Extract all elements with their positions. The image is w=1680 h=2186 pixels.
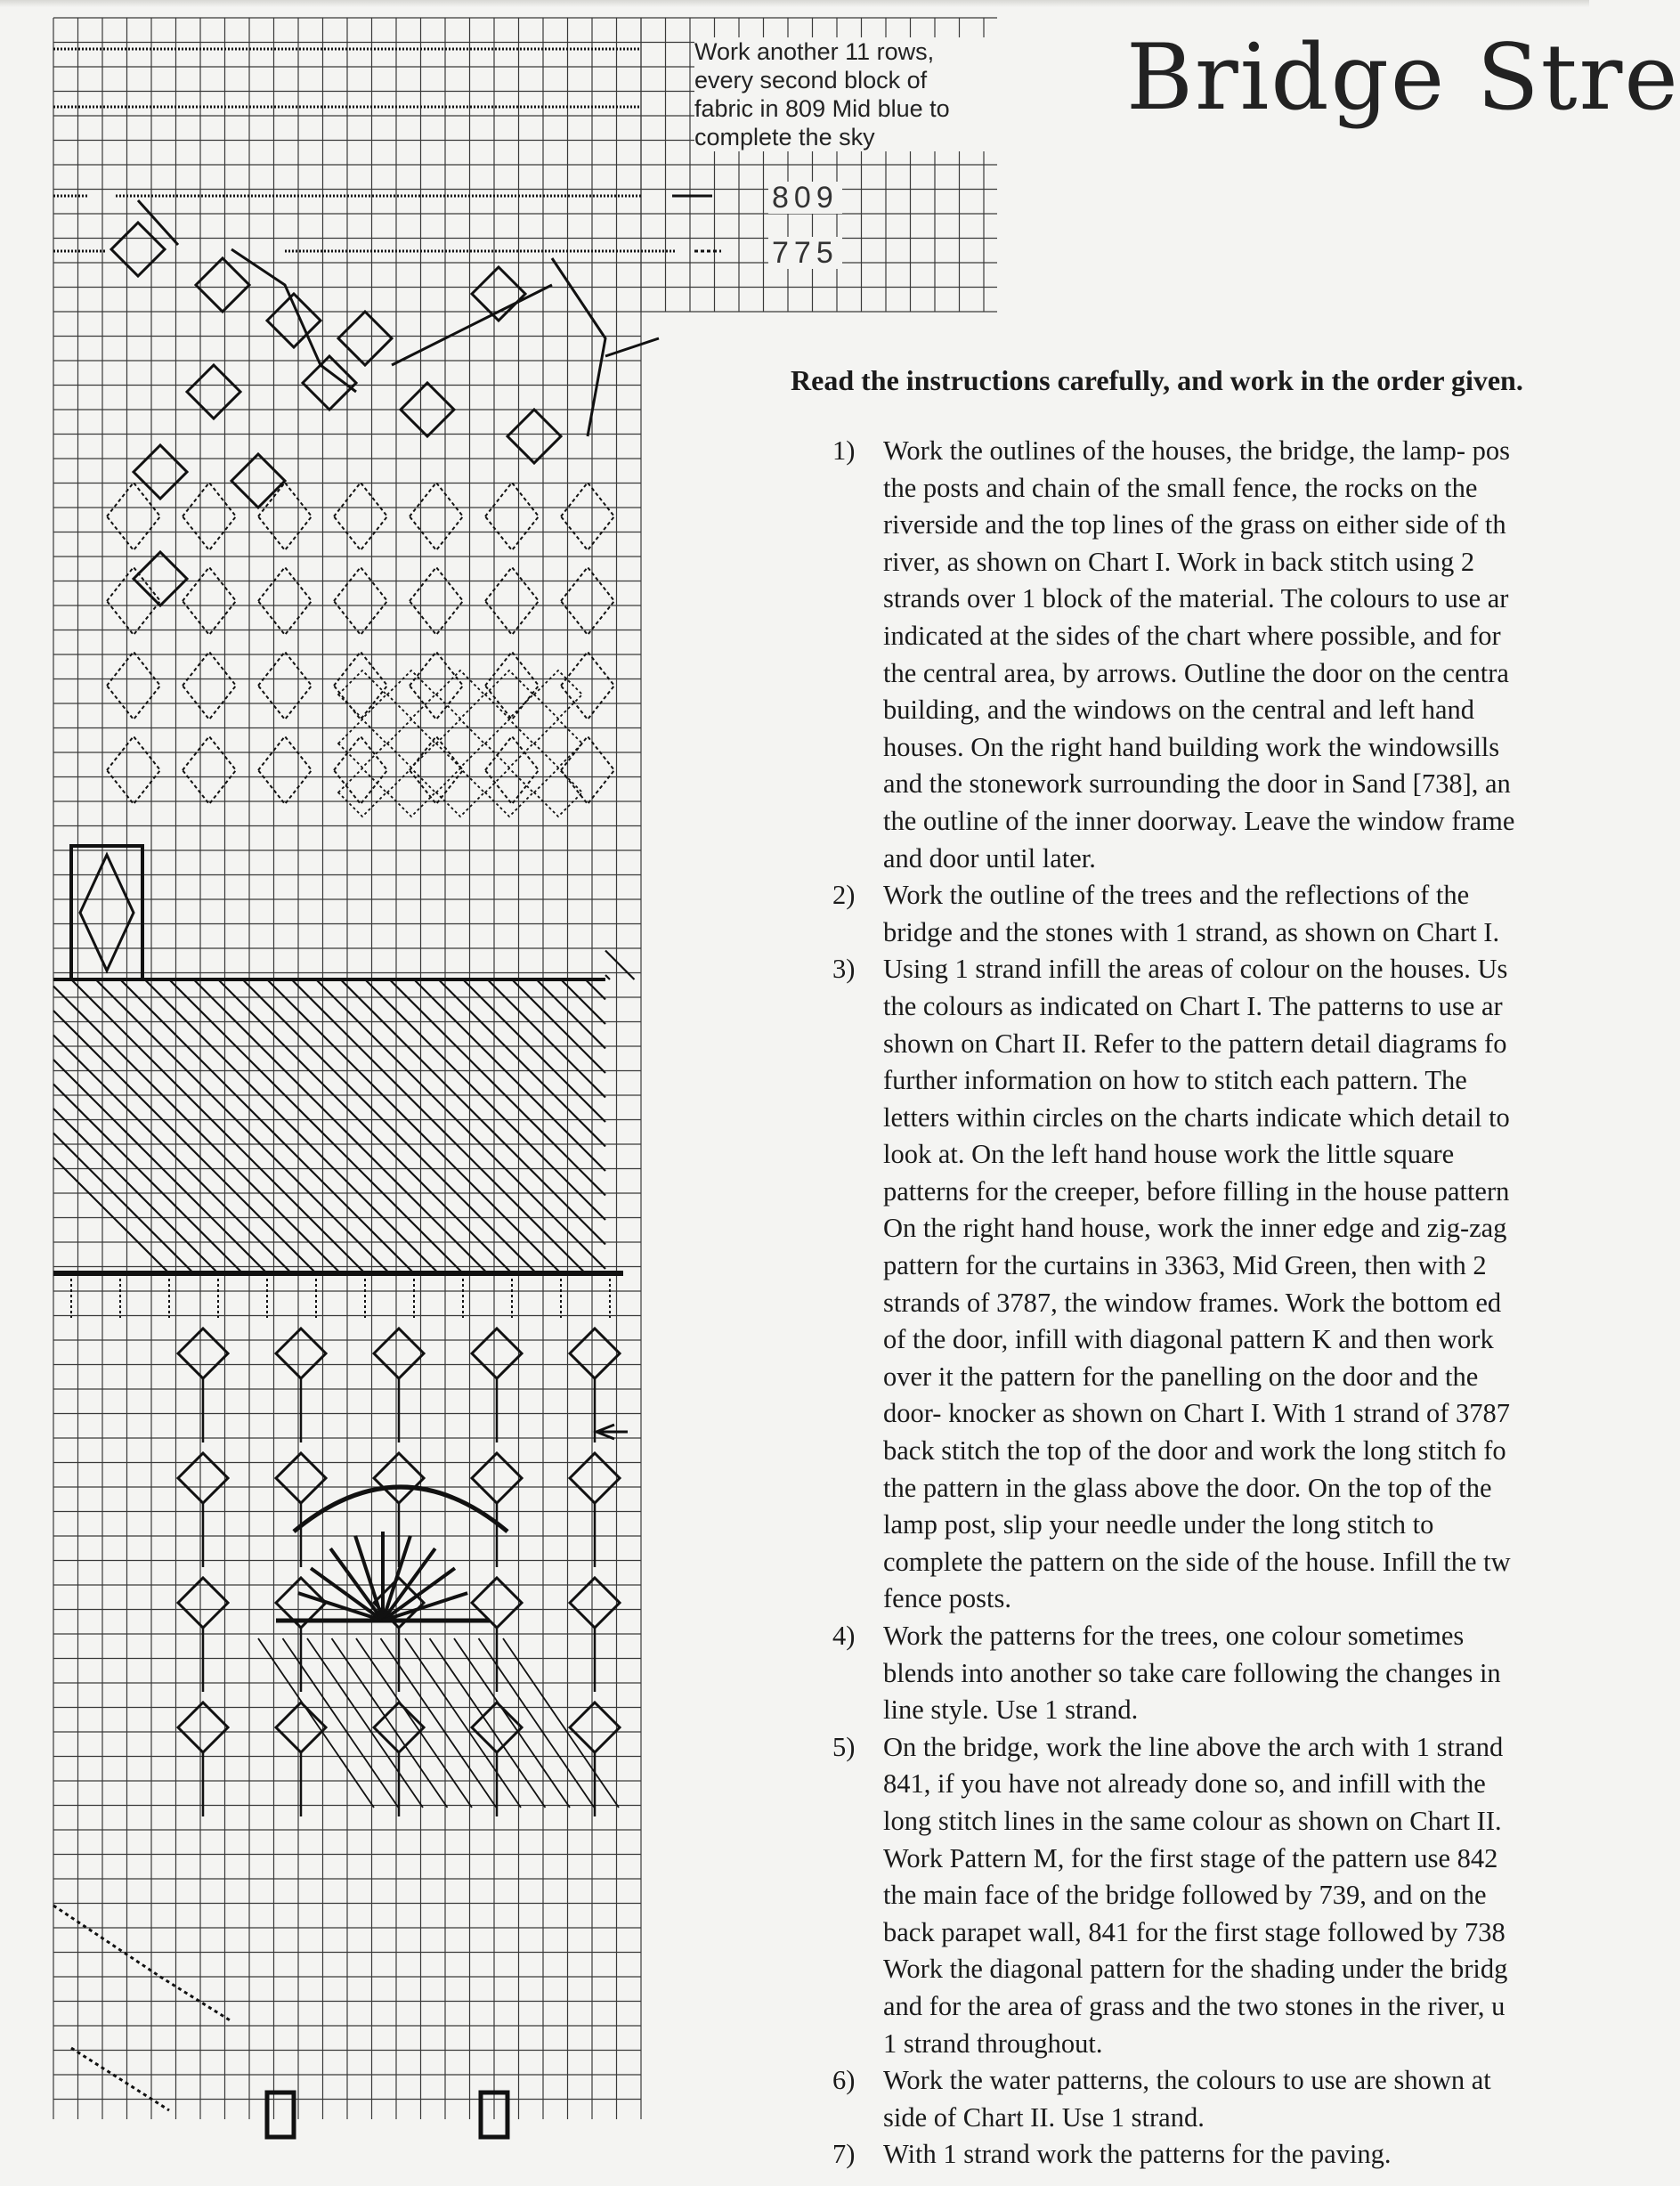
- step-line: the pattern in the glass above the door. On the top of the: [883, 1472, 1492, 1503]
- step-line: Work Pattern M, for the first stage of the pattern use 842: [883, 1842, 1498, 1873]
- instruction-step: [832, 877, 1598, 951]
- leaf-diamond: [187, 365, 240, 419]
- roof-hatch: [292, 979, 586, 1273]
- tree-pattern: [410, 736, 463, 804]
- lattice-stitch: [485, 768, 533, 817]
- house-window: [71, 846, 142, 979]
- roof-hatch: [53, 1011, 316, 1273]
- roof-hatch: [267, 979, 561, 1273]
- step-line: On the bridge, work the line above the arch with 1 strand: [883, 1731, 1504, 1762]
- step-line: pattern for the curtains in 3363, Mid Green, then with 2: [883, 1250, 1487, 1281]
- roof-hatch: [341, 979, 606, 1245]
- step-line: With 1 strand work the patterns for the paving.: [883, 2139, 1392, 2170]
- step-line: back parapet wall, 841 for the first stage followed by 738: [883, 1916, 1506, 1947]
- sky-note-line: every second block of: [694, 67, 928, 93]
- instruction-steps: [832, 433, 1598, 2174]
- tree-pattern: [334, 736, 387, 804]
- door-hatch: [503, 1638, 619, 1808]
- roof-hatch: [605, 951, 635, 980]
- step-number: 4): [832, 1621, 856, 1651]
- fanlight-ray: [383, 1568, 455, 1621]
- step-line: of the door, infill with diagonal pattern K and then work: [883, 1324, 1494, 1355]
- step-line: building, and the windows on the central and left hand: [883, 695, 1475, 726]
- lattice-stitch: [338, 670, 386, 719]
- wall-diamond: [276, 1453, 326, 1503]
- roof-hatch: [145, 979, 439, 1273]
- instruction-step: [832, 2062, 1598, 2136]
- step-line: 1 strand throughout.: [883, 2028, 1103, 2059]
- step-line: the posts and chain of the small fence, the rocks on the: [883, 472, 1478, 503]
- tree-pattern: [258, 567, 312, 635]
- page-title: Bridge Stre: [1126, 25, 1680, 131]
- lattice-stitch: [534, 719, 582, 768]
- roof-hatch: [96, 979, 390, 1273]
- step-number: 6): [832, 2065, 856, 2096]
- step-line: shown on Chart II. Refer to the pattern detail diagrams fo: [883, 1028, 1507, 1059]
- step-line: fence posts.: [883, 1583, 1011, 1614]
- leaf-diamond: [134, 445, 187, 499]
- tree-pattern: [258, 483, 312, 550]
- step-line: side of Chart II. Use 1 strand.: [883, 2101, 1205, 2133]
- step-line: Work the outline of the trees and the reflections of the: [883, 880, 1470, 911]
- step-number: 2): [832, 880, 856, 911]
- tree-pattern: [410, 483, 463, 550]
- tree-pattern: [107, 652, 160, 719]
- door-hatch: [405, 1638, 521, 1808]
- step-number: 5): [832, 1731, 856, 1762]
- lattice-stitch: [485, 719, 533, 768]
- roof-hatch: [605, 975, 610, 979]
- tree-pattern: [485, 483, 539, 550]
- roof-hatch: [53, 987, 341, 1274]
- instruction-step: [832, 433, 1598, 877]
- step-line: long stitch lines in the same colour as shown on Chart II.: [883, 1805, 1502, 1836]
- key-code-775: 775: [768, 237, 842, 269]
- tree-pattern: [183, 483, 236, 550]
- step-line: blends into another so take care following the changes in: [883, 1657, 1501, 1688]
- step-line: Work the patterns for the trees, one colour sometimes: [883, 1621, 1465, 1651]
- wall-diamond: [570, 1453, 620, 1503]
- roof-hatch: [243, 979, 537, 1273]
- tree-pattern: [410, 567, 463, 635]
- door-hatch: [454, 1638, 570, 1808]
- wall-diamond: [178, 1702, 228, 1752]
- lattice-stitch: [534, 670, 582, 719]
- roof-hatch: [365, 979, 605, 1220]
- page-top-edge: [0, 0, 1589, 7]
- tree-pattern: [485, 567, 539, 635]
- tree-pattern: [334, 567, 387, 635]
- step-line: patterns for the creeper, before filling in the house pattern: [883, 1175, 1510, 1207]
- step-line: back stitch the top of the door and work the long stitch fo: [883, 1435, 1506, 1467]
- tree-pattern: [107, 736, 160, 804]
- leaf-diamond: [303, 356, 356, 410]
- step-number: 3): [832, 954, 856, 985]
- step-line: the central area, by arrows. Outline the door on the centra: [883, 657, 1509, 688]
- step-line: 841, if you have not already done so, and infill with the: [883, 1768, 1486, 1800]
- leaf-diamond: [196, 258, 249, 312]
- tree-pattern: [561, 652, 614, 719]
- tree-pattern: [183, 736, 236, 804]
- wall-diamond: [178, 1453, 228, 1503]
- wall-diamond: [570, 1329, 620, 1378]
- step-line: over it the pattern for the panelling on the door and the: [883, 1361, 1479, 1392]
- wall-diamond: [570, 1702, 620, 1752]
- fanlight-ray: [355, 1536, 383, 1621]
- chart-arrow: [597, 1425, 628, 1439]
- step-line: river, as shown on Chart I. Work in back stitch using 2: [883, 546, 1475, 577]
- wall-diamond: [276, 1329, 326, 1378]
- sky-note-line: Work another 11 rows,: [694, 38, 935, 65]
- fanlight-ray: [383, 1593, 467, 1621]
- roof-hatch: [169, 979, 463, 1273]
- step-number: 7): [832, 2139, 856, 2170]
- tree-pattern: [183, 567, 236, 635]
- wall-diamond: [472, 1329, 522, 1378]
- step-line: Using 1 strand infill the areas of colour on the houses. Us: [883, 954, 1508, 985]
- step-line: letters within circles on the charts indicate which detail to: [883, 1101, 1510, 1133]
- sky-note-line: fabric in 809 Mid blue to: [694, 95, 950, 122]
- wall-diamond: [374, 1329, 424, 1378]
- step-number: 1): [832, 435, 856, 466]
- pattern-marks: [53, 49, 721, 2137]
- tree-pattern: [107, 483, 160, 550]
- step-line: bridge and the stones with 1 strand, as shown on Chart I.: [883, 916, 1500, 947]
- lattice-stitch: [485, 670, 533, 719]
- tree-pattern: [410, 652, 463, 719]
- step-line: and for the area of grass and the two stones in the river, u: [883, 1990, 1506, 2021]
- step-line: the outline of the inner doorway. Leave the window frame: [883, 805, 1515, 836]
- step-line: the colours as indicated on Chart I. The patterns to use ar: [883, 990, 1503, 1021]
- step-line: and door until later.: [883, 842, 1096, 874]
- door-hatch: [332, 1638, 448, 1808]
- lattice-stitch: [534, 768, 582, 817]
- tree-pattern: [561, 736, 614, 804]
- wall-diamond: [472, 1453, 522, 1503]
- step-line: further information on how to stitch each pattern. The: [883, 1065, 1467, 1096]
- door-hatch: [258, 1638, 374, 1808]
- tree-pattern: [561, 567, 614, 635]
- instruction-step: [832, 1729, 1598, 2062]
- roof-hatch: [586, 979, 606, 1000]
- roof-hatch: [414, 979, 605, 1171]
- sky-note-line: complete the sky: [694, 124, 875, 150]
- roof-hatch: [512, 979, 605, 1073]
- step-line: On the right hand house, work the inner edge and zig-zag: [883, 1213, 1507, 1244]
- lattice-stitch: [338, 768, 386, 817]
- lattice-stitch: [436, 768, 484, 817]
- step-line: and the stonework surrounding the door in Sand [738], an: [883, 768, 1511, 800]
- step-line: door- knocker as shown on Chart I. With 1 strand of 3787: [883, 1398, 1511, 1429]
- instruction-step: [832, 1618, 1598, 1729]
- roof-hatch: [194, 979, 488, 1273]
- tree-pattern: [183, 652, 236, 719]
- leaf-diamond: [111, 223, 165, 276]
- door-hatch: [356, 1638, 472, 1808]
- instruction-step: [832, 2136, 1598, 2174]
- tree-pattern: [334, 483, 387, 550]
- roof-hatch: [390, 979, 606, 1196]
- tree-pattern: [334, 652, 387, 719]
- step-line: houses. On the right hand building work the windowsills: [883, 731, 1500, 762]
- step-line: indicated at the sides of the chart where possible, and for: [883, 620, 1501, 651]
- step-line: line style. Use 1 strand.: [883, 1694, 1139, 1726]
- wall-diamond: [374, 1453, 424, 1503]
- tree-pattern: [258, 652, 312, 719]
- leaf-diamond: [231, 454, 285, 508]
- tree-pattern: [258, 736, 312, 804]
- lattice-stitch: [387, 719, 435, 768]
- instruction-step: [832, 951, 1598, 1618]
- roof-hatch: [71, 979, 365, 1273]
- step-line: strands of 3787, the window frames. Work the bottom ed: [883, 1287, 1502, 1318]
- tree-outline: [138, 200, 659, 436]
- roof-hatch: [316, 979, 605, 1269]
- key-code-809: 809: [768, 182, 842, 214]
- step-line: Work the diagonal pattern for the shading under the bridg: [883, 1954, 1508, 1985]
- step-line: Work the outlines of the houses, the bridge, the lamp- pos: [883, 435, 1510, 466]
- lattice-stitch: [436, 719, 484, 768]
- wall-diamond: [178, 1329, 228, 1378]
- step-line: strands over 1 block of the material. The colours to use ar: [883, 583, 1509, 614]
- step-line: lamp post, slip your needle under the long stitch to: [883, 1509, 1434, 1540]
- step-line: Work the water patterns, the colours to use are shown at: [883, 2065, 1491, 2096]
- leaf-diamond: [507, 410, 561, 463]
- tree-pattern: [561, 483, 614, 550]
- lattice-stitch: [338, 719, 386, 768]
- sky-note: [694, 37, 997, 151]
- instructions-heading: Read the instructions carefully, and work in the order given.: [791, 364, 1523, 396]
- roof-hatch: [120, 979, 414, 1273]
- step-line: the main face of the bridge followed by 739, and on the: [883, 1880, 1487, 1911]
- roof-hatch: [218, 979, 512, 1273]
- window-diamond: [80, 855, 134, 971]
- lattice-stitch: [387, 670, 435, 719]
- roof-hatch: [439, 979, 606, 1147]
- step-line: riverside and the top lines of the grass on either side of th: [883, 509, 1506, 540]
- step-line: complete the pattern on the side of the house. Infill the tw: [883, 1546, 1511, 1577]
- roof-hatch: [53, 1085, 243, 1274]
- stone-outline: [53, 1906, 231, 2110]
- door-hatch: [430, 1638, 546, 1808]
- leaf-diamond: [338, 312, 392, 365]
- door-hatch: [307, 1638, 423, 1808]
- step-line: look at. On the left hand house work the little square: [883, 1139, 1455, 1170]
